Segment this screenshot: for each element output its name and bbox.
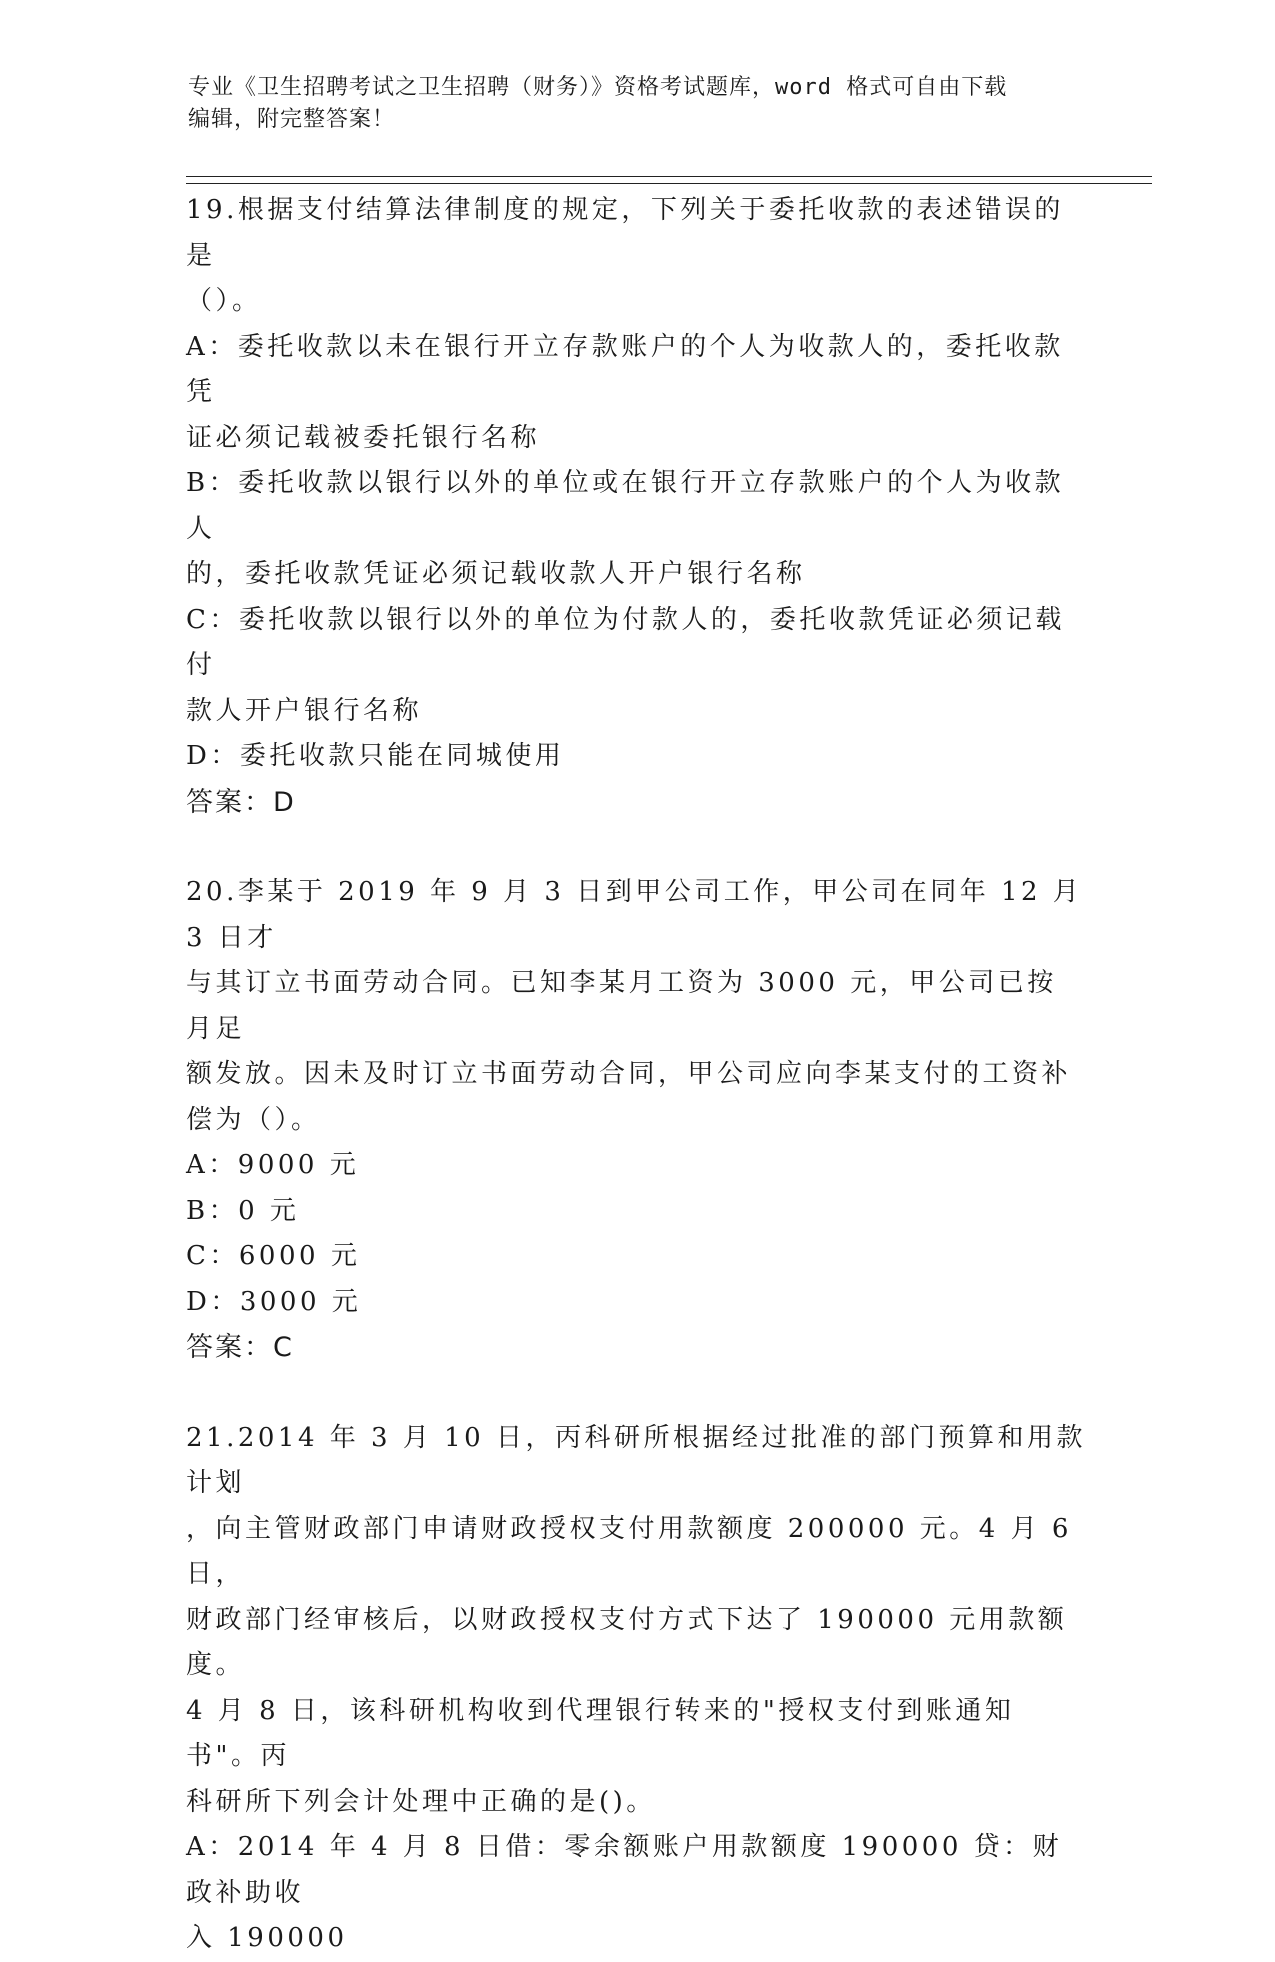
- question-block: [186, 188, 1086, 825]
- option-line: A：9000 元: [186, 1150, 360, 1180]
- option-line: D：3000 元: [186, 1286, 362, 1317]
- option-line: B：委托收款以银行以外的单位或在银行开立存款账户的个人为收款人: [186, 468, 1065, 544]
- option-line: 款人开户银行名称: [186, 695, 423, 726]
- option-line: D：委托收款只能在同城使用: [186, 741, 565, 771]
- question-stem-line: （）。: [186, 286, 262, 316]
- question-spacer: [186, 825, 1086, 870]
- header-divider-top: [186, 176, 1152, 177]
- question-stem-line: 4 月 8 日，该科研机构收到代理银行转来的"授权支付到账通知书"。丙: [186, 1695, 1015, 1771]
- question-block: [186, 870, 1095, 1371]
- question-stem-line: 额发放。因未及时订立书面劳动合同，甲公司应向李某支付的工资补: [186, 1059, 1072, 1089]
- answer-line: 答案：D: [186, 786, 296, 818]
- option-line: C：委托收款以银行以外的单位为付款人的，委托收款凭证必须记载付: [186, 604, 1065, 680]
- option-line: A：2014 年 4 月 8 日借：零余额账户用款额度 190000 贷：财政补助收: [186, 1832, 1063, 1908]
- question-stem-line: 19.根据支付结算法律制度的规定，下列关于委托收款的表述错误的是: [186, 195, 1064, 271]
- question-stem-line: 21.2014 年 3 月 10 日，丙科研所根据经过批准的部门预算和用款计划: [186, 1422, 1086, 1498]
- header-divider-bottom: [186, 183, 1152, 184]
- question-stem-line: 偿为（）。: [186, 1104, 321, 1135]
- question-stem-line: 与其订立书面劳动合同。已知李某月工资为 3000 元，甲公司已按月足: [186, 968, 1057, 1044]
- question-stem-line: ，向主管财政部门申请财政授权支付用款额度 200000 元。4 月 6 日，: [186, 1513, 1084, 1589]
- header-title-line-2: 编辑，附完整答案！: [188, 107, 396, 132]
- option-line: B：0 元: [186, 1195, 300, 1226]
- question-stem-line: 20.李某于 2019 年 9 月 3 日到甲公司工作，甲公司在同年 12 月 3 日才: [186, 877, 1095, 953]
- option-line: C：6000 元: [186, 1241, 361, 1271]
- question-stem-line: 财政部门经审核后，以财政授权支付方式下达了 190000 元用款额度。: [186, 1604, 1068, 1680]
- question-spacer: [186, 1371, 1086, 1416]
- answer-line: 答案：C: [186, 1332, 294, 1363]
- document-header: [188, 72, 1068, 136]
- question-block: [186, 1416, 1086, 1962]
- question-stem-line: 科研所下列会计处理中正确的是()。: [186, 1786, 656, 1817]
- option-line: 证必须记载被委托银行名称: [186, 422, 541, 453]
- question-list: [186, 188, 1095, 1962]
- option-line: 入 190000: [186, 1923, 348, 1953]
- header-title-line-1: 专业《卫生招聘考试之卫生招聘（财务）》资格考试题库，word 格式可自由下载: [188, 75, 1008, 100]
- option-line: 的，委托收款凭证必须记载收款人开户银行名称: [186, 559, 806, 589]
- option-line: A：委托收款以未在银行开立存款账户的个人为收款人的，委托收款凭: [186, 331, 1064, 407]
